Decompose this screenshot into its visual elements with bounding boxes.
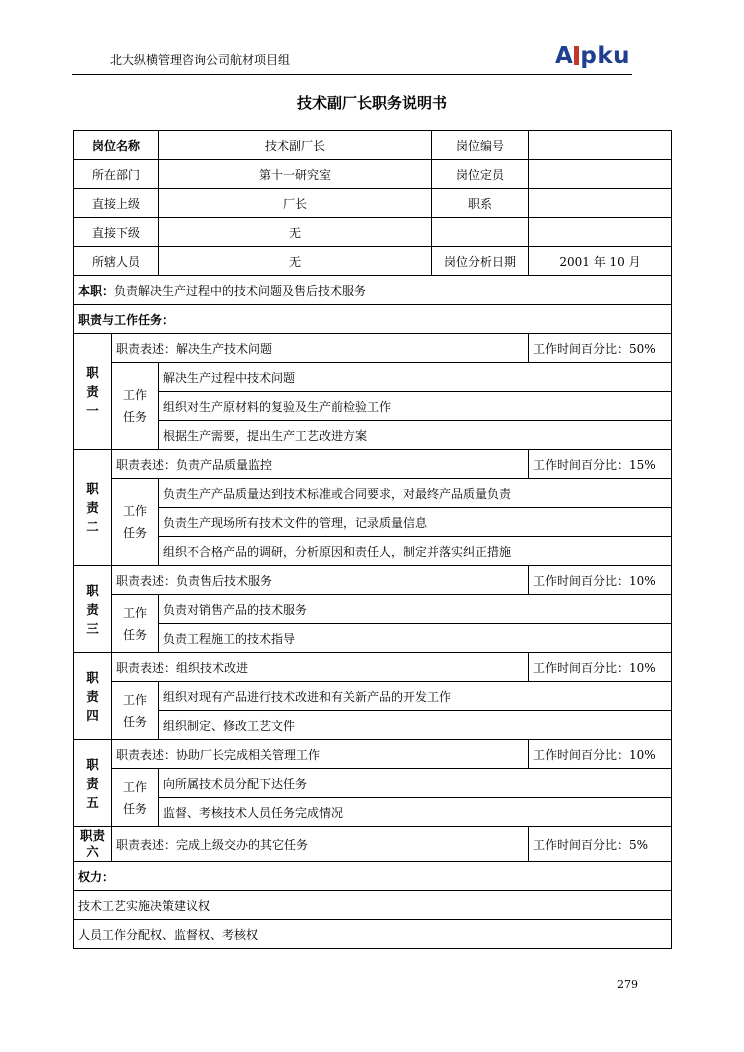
job-family-value	[529, 189, 672, 218]
resp-5-task-row	[74, 798, 672, 827]
resp-4-task-1: 组织对现有产品进行技术改进和有关新产品的开发工作	[159, 682, 672, 711]
resp-5-statement: 职责表述：协助厂长完成相关管理工作	[112, 740, 529, 769]
authority-label: 权力：	[74, 862, 672, 891]
info-row-subordinate	[74, 218, 672, 247]
resp-4-statement-row	[74, 653, 672, 682]
resp-2-task-1: 负责生产产品质量达到技术标准或合同要求，对最终产品质量负责	[159, 479, 672, 508]
resp-5-task-2: 监督、考核技术人员任务完成情况	[159, 798, 672, 827]
resp-4-task-row	[74, 711, 672, 740]
headcount-label: 岗位定员	[432, 160, 529, 189]
resp-1-percentage: 工作时间百分比：50%	[529, 334, 672, 363]
resp-3-task-row	[74, 624, 672, 653]
job-description-table	[73, 130, 672, 949]
resp-1-task-2: 组织对生产原材料的复验及生产前检验工作	[159, 392, 672, 421]
authority-header-row	[74, 862, 672, 891]
page-number: 279	[617, 978, 638, 991]
resp-1-task-row	[74, 363, 672, 392]
resp-5-percentage: 工作时间百分比：10%	[529, 740, 672, 769]
position-name-label: 岗位名称	[74, 131, 159, 160]
resp-1-statement-row	[74, 334, 672, 363]
staff-value: 无	[159, 247, 432, 276]
responsibilities-header-row	[74, 305, 672, 334]
resp-3-statement-row	[74, 566, 672, 595]
resp-3-task-label: 工作 任务	[112, 595, 159, 653]
supervisor-value: 厂长	[159, 189, 432, 218]
resp-3-task-2: 负责工程施工的技术指导	[159, 624, 672, 653]
duty-row	[74, 276, 672, 305]
resp-3-label: 职 责 三	[74, 566, 112, 653]
authority-item-2: 人员工作分配权、监督权、考核权	[74, 920, 672, 949]
resp-1-task-3: 根据生产需要，提出生产工艺改进方案	[159, 421, 672, 450]
resp-1-statement: 职责表述：解决生产技术问题	[112, 334, 529, 363]
department-value: 第十一研究室	[159, 160, 432, 189]
responsibilities-label: 职责与工作任务：	[74, 305, 672, 334]
resp-4-task-row	[74, 682, 672, 711]
resp-3-task-row	[74, 595, 672, 624]
department-label: 所在部门	[74, 160, 159, 189]
resp-2-task-2: 负责生产现场所有技术文件的管理，记录质量信息	[159, 508, 672, 537]
position-code-value	[529, 131, 672, 160]
resp-3-percentage: 工作时间百分比：10%	[529, 566, 672, 595]
empty-cell	[529, 218, 672, 247]
resp-1-task-label: 工作 任务	[112, 363, 159, 450]
resp-4-statement: 职责表述：组织技术改进	[112, 653, 529, 682]
analysis-date-value: 2001 年 10 月	[529, 247, 672, 276]
resp-5-statement-row	[74, 740, 672, 769]
page-header	[72, 40, 632, 75]
staff-label: 所辖人员	[74, 247, 159, 276]
resp-5-task-1: 向所属技术员分配下达任务	[159, 769, 672, 798]
resp-1-task-1: 解决生产过程中技术问题	[159, 363, 672, 392]
resp-4-label: 职 责 四	[74, 653, 112, 740]
authority-item-1: 技术工艺实施决策建议权	[74, 891, 672, 920]
duty-text: 负责解决生产过程中的技术问题及售后技术服务	[114, 283, 367, 298]
info-row-position-name	[74, 131, 672, 160]
resp-2-task-row	[74, 479, 672, 508]
resp-3-statement: 职责表述：负责售后技术服务	[112, 566, 529, 595]
info-row-department	[74, 160, 672, 189]
resp-5-task-row	[74, 769, 672, 798]
authority-row	[74, 891, 672, 920]
empty-cell	[432, 218, 529, 247]
resp-2-task-row	[74, 508, 672, 537]
resp-6-percentage: 工作时间百分比：5%	[529, 827, 672, 862]
resp-6-statement: 职责表述：完成上级交办的其它任务	[112, 827, 529, 862]
resp-2-task-3: 组织不合格产品的调研，分析原因和责任人，制定并落实纠正措施	[159, 537, 672, 566]
subordinate-value: 无	[159, 218, 432, 247]
position-code-label: 岗位编号	[432, 131, 529, 160]
resp-2-percentage: 工作时间百分比：15%	[529, 450, 672, 479]
resp-1-task-row	[74, 392, 672, 421]
resp-2-statement-row	[74, 450, 672, 479]
resp-1-label: 职 责 一	[74, 334, 112, 450]
document-title: 技术副厂长职务说明书	[296, 94, 447, 112]
resp-2-statement: 职责表述：负责产品质量监控	[112, 450, 529, 479]
supervisor-label: 直接上级	[74, 189, 159, 218]
info-row-supervisor	[74, 189, 672, 218]
company-logo: A pku	[555, 43, 630, 69]
resp-3-task-1: 负责对销售产品的技术服务	[159, 595, 672, 624]
resp-1-task-row	[74, 421, 672, 450]
resp-4-task-2: 组织制定、修改工艺文件	[159, 711, 672, 740]
organization-name: 北大纵横管理咨询公司航材项目组	[110, 53, 291, 67]
resp-6-statement-row	[74, 827, 672, 862]
resp-5-task-label: 工作 任务	[112, 769, 159, 827]
resp-5-label: 职 责 五	[74, 740, 112, 827]
position-name-value: 技术副厂长	[159, 131, 432, 160]
analysis-date-label: 岗位分析日期	[432, 247, 529, 276]
resp-2-task-label: 工作 任务	[112, 479, 159, 566]
resp-2-label: 职 责 二	[74, 450, 112, 566]
info-row-staff	[74, 247, 672, 276]
resp-2-task-row	[74, 537, 672, 566]
subordinate-label: 直接下级	[74, 218, 159, 247]
job-family-label: 职系	[432, 189, 529, 218]
headcount-value	[529, 160, 672, 189]
authority-row	[74, 920, 672, 949]
resp-4-percentage: 工作时间百分比：10%	[529, 653, 672, 682]
duty-label: 本职：	[78, 283, 115, 298]
resp-4-task-label: 工作 任务	[112, 682, 159, 740]
resp-6-label: 职责 六	[74, 827, 112, 862]
